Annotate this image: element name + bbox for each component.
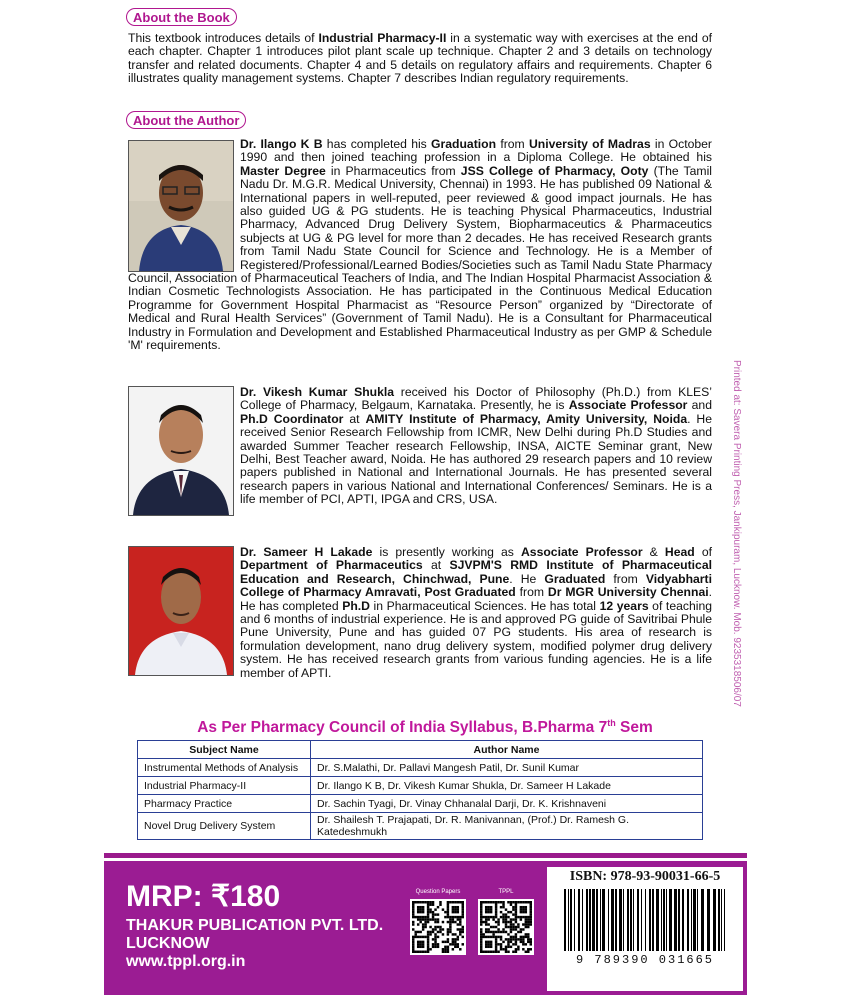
bold-text: JSS College of Pharmacy, Ooty xyxy=(460,163,649,178)
text-run: (The Tamil Nadu Dr. M.G.R. Medical University, Chennai) in 1993. He has published 09 National & International papers in well-reputed, peer reviewed & good impact journals. He has also guided UG & PG students. He is teaching Physical Pharmaceutics, Industrial Pharmacy, Advanced Drug Delivery System, Biopharmaceutics & Pharmaceutics subjects at UG & PG level for more than 2 decades. He has received Research grants from Tamil Nadu State Council for Science and Technology. He is a Member of Registered/Professional/Learned Bodies/Societies such as Tamil Nadu State Pharmacy Council, Association of Pharmaceutical Teachers of India, and The Indian Hospital Pharmacist Association & Indian Cosmetic Technologists Association. He has participated in the Continuous Medical Education Programme for Government Hospital Pharmacist as “Resource Person” organized by “Directorate of Medical and Rural Health Services” (Government of Tamil Nadu). He is a Consultant for Pharmaceutical Industry in Formulation and Development and Established Pharmaceutical Industry as per GMP & Schedule 'M' requirements. xyxy=(128,163,712,353)
bold-text: Head xyxy=(664,545,695,559)
printer-side-text: Printed at: Savera Printing Press, Jankipuram, Lucknow. Mob. 9235318506/07 xyxy=(731,360,742,707)
about-book-label: About the Book xyxy=(126,8,237,26)
subject-cell: Pharmacy Practice xyxy=(138,795,311,813)
footer-divider xyxy=(104,853,747,858)
subject-cell: Novel Drug Delivery System xyxy=(138,813,311,840)
text-run: from xyxy=(515,585,548,600)
bold-text: Vidyabharti College of Pharmacy Amravati, Post Graduated xyxy=(240,571,712,600)
bold-text: University of Madras xyxy=(528,137,651,151)
bold-text: SJVPM'S RMD Institute of Pharmaceutical Education and Research, Chinchwad, Pune xyxy=(240,558,713,586)
publisher-website[interactable]: www.tppl.org.in xyxy=(126,953,246,970)
text-run: has completed his xyxy=(322,137,432,151)
text-run: . He has completed xyxy=(240,585,712,613)
publisher-name: THAKUR PUBLICATION PVT. LTD. xyxy=(126,917,384,934)
author-bio-sameer xyxy=(128,546,712,680)
about-author-label: About the Author xyxy=(126,111,246,129)
subject-cell: Instrumental Methods of Analysis xyxy=(138,759,311,777)
text-run: of teaching and 6 months of industrial experience. He is and approved PG guide of Savitribai Phule Pune University, Pune and has guided 07 PG students. His area of research is formulation development, nano drug delivery system, modified polymer drug delivery system. He has received research grants from various funding agencies. He is a life member of APTI. xyxy=(240,598,713,680)
text-run: & xyxy=(642,545,665,559)
qr-label-tppl: TPPL xyxy=(498,889,514,895)
text-run: from xyxy=(496,137,529,151)
text-run: of xyxy=(694,545,712,559)
text-run: from xyxy=(605,571,646,586)
bold-text: Dr. Sameer H Lakade xyxy=(240,545,373,559)
text-run: . He received Senior Research Fellowship from ICMR, New Delhi during Ph.D Studies and awarded Summer Teacher research Fellowship, INSA, AICTE Seminar grant, New Delhi, Best Teacher award, Noida. He has authored 29 research papers and 10 review papers published in National and International Journals. He has presented several research papers in various National and International Conferences/ Seminars. He is a life member of PCI, APTI, IPGA and CRS, USA. xyxy=(240,411,713,507)
table-row xyxy=(138,759,703,777)
subject-cell: Industrial Pharmacy-II xyxy=(138,777,311,795)
syllabus-title: As Per Pharmacy Council of India Syllabus, B.Pharma 7th Sem xyxy=(197,718,653,737)
text-run: is presently working as xyxy=(372,545,521,559)
text-run: received his Doctor of Philosophy (Ph.D.) from KLES’ College of Pharmacy, Belgaum, Karnataka. Presently, he is xyxy=(240,385,712,413)
bold-text: Ph.D xyxy=(342,598,370,613)
isbn-number: ISBN: 978-93-90031-66-5 xyxy=(569,869,721,884)
bold-text: Associate Professor xyxy=(568,398,688,413)
bold-text: Industrial Pharmacy-II xyxy=(318,31,447,45)
bold-text: Dr. Ilango K B xyxy=(240,137,323,151)
table-header-row xyxy=(138,741,703,759)
author-cell: Dr. Sachin Tyagi, Dr. Vinay Chhanalal Darji, Dr. K. Krishnaveni xyxy=(311,795,703,813)
isbn-barcode xyxy=(547,867,743,991)
text-run: at xyxy=(422,558,450,573)
qr-code-icon[interactable] xyxy=(410,899,466,955)
table-row xyxy=(138,777,703,795)
author-cell: Dr. Ilango K B, Dr. Vikesh Kumar Shukla, Dr. Sameer H Lakade xyxy=(311,777,703,795)
text-run: This textbook introduces details of xyxy=(128,31,319,45)
bold-text: Associate Professor xyxy=(521,545,643,559)
qr-label-question-papers: Question Papers xyxy=(415,889,461,895)
table-row xyxy=(138,813,703,840)
bold-text: 12 years xyxy=(599,598,649,613)
author-cell: Dr. S.Malathi, Dr. Pallavi Mangesh Patil, Dr. Sunil Kumar xyxy=(311,759,703,777)
bold-text: Dr. Vikesh Kumar Shukla xyxy=(240,385,395,399)
bold-text: Master Degree xyxy=(240,163,326,178)
bold-text: Department of Pharmaceutics xyxy=(240,558,423,573)
text-run: and xyxy=(687,398,712,413)
text-run: in a systematic way with exercises at the end of each chapter. Chapter 1 introduces pilot plant scale up technique. Chapter 2 and 3 details on technology transfer and related documents. Chapter 4 and 5 details on regulatory affairs and requirements. Chapter 6 illustrates quality management systems. Chapter 7 describes Indian regulatory requirements. xyxy=(128,31,712,86)
text-run: in Pharmaceutics from xyxy=(325,163,461,178)
author-bio-vikesh xyxy=(128,386,712,520)
barcode-icon xyxy=(560,889,730,951)
bold-text: Dr MGR University Chennai xyxy=(547,585,709,600)
author-cell: Dr. Shailesh T. Prajapati, Dr. R. Manivannan, (Prof.) Dr. Ramesh G. Katedeshmukh xyxy=(311,813,703,840)
barcode-digits: 9 789390 031665 xyxy=(575,953,715,967)
footer-panel xyxy=(104,861,747,995)
column-header: Author Name xyxy=(311,741,703,759)
mrp-price: MRP: ₹180 xyxy=(126,880,281,913)
qr-code-icon[interactable] xyxy=(478,899,534,955)
bold-text: Graduated xyxy=(544,571,606,586)
bold-text: AMITY Institute of Pharmacy, Amity University, Noida xyxy=(365,411,688,426)
column-header: Subject Name xyxy=(138,741,311,759)
about-book-text xyxy=(128,32,712,86)
bold-text: Ph.D Coordinator xyxy=(240,411,344,426)
table-row xyxy=(138,795,703,813)
author-bio-ilango xyxy=(128,138,712,353)
syllabus-table xyxy=(137,740,703,840)
text-run: in Pharmaceutical Sciences. He has total xyxy=(369,598,600,613)
text-run: in October 1990 and then joined teaching profession in a Diploma College. He obtained his xyxy=(240,137,712,165)
text-run: . He xyxy=(509,571,545,586)
publisher-city: LUCKNOW xyxy=(126,935,210,952)
bold-text: Graduation xyxy=(431,137,497,151)
text-run: at xyxy=(343,411,366,426)
